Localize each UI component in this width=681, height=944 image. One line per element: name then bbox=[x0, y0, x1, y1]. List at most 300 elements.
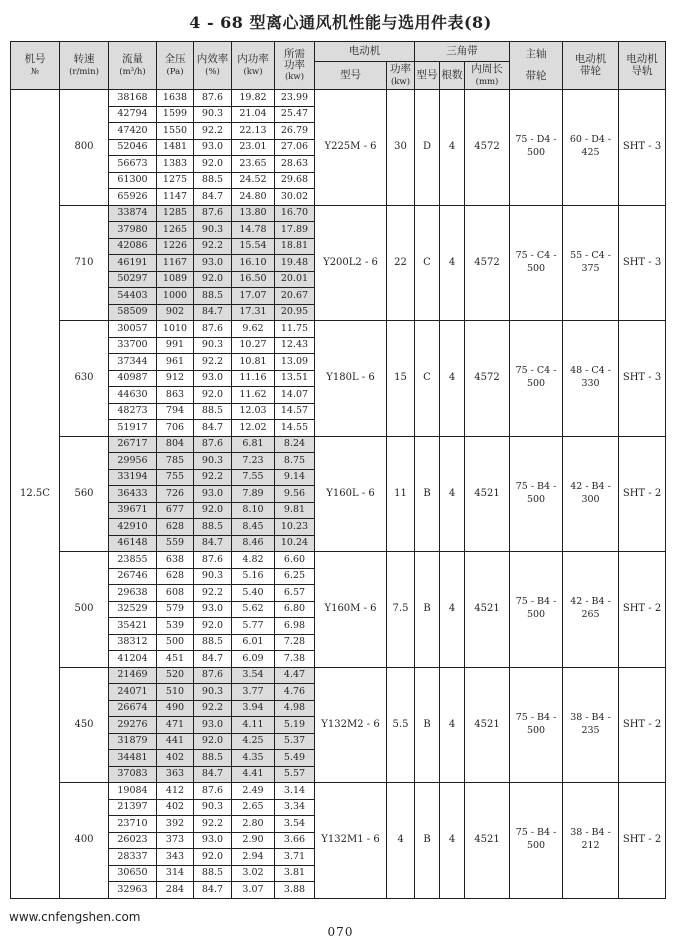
flow-value: 42086 bbox=[109, 238, 157, 255]
efficiency-value: 90.3 bbox=[194, 799, 232, 816]
pressure-value: 794 bbox=[157, 403, 194, 420]
motor-power-cell: 15 bbox=[387, 321, 415, 437]
page-number: 070 bbox=[327, 925, 354, 939]
header-motor-rail-label: 电动机 bbox=[626, 53, 658, 66]
required-power-value: 28.63 bbox=[275, 156, 315, 173]
header-required-power bbox=[275, 42, 315, 90]
efficiency-value: 87.6 bbox=[194, 205, 232, 222]
pressure-value: 314 bbox=[157, 865, 194, 882]
header-fan-no bbox=[11, 42, 60, 90]
efficiency-value: 93.0 bbox=[194, 717, 232, 734]
flow-value: 33874 bbox=[109, 205, 157, 222]
efficiency-value: 92.2 bbox=[194, 585, 232, 602]
efficiency-value: 87.6 bbox=[194, 321, 232, 338]
motor-pulley-cell: 48 - C4 - 330 bbox=[563, 321, 619, 437]
efficiency-value: 93.0 bbox=[194, 370, 232, 387]
efficiency-value: 90.3 bbox=[194, 684, 232, 701]
pressure-value: 1481 bbox=[157, 139, 194, 156]
pressure-value: 1226 bbox=[157, 238, 194, 255]
efficiency-value: 88.5 bbox=[194, 403, 232, 420]
motor-rail-cell: SHT - 3 bbox=[619, 321, 666, 437]
flow-value: 65926 bbox=[109, 189, 157, 206]
speed-cell: 400 bbox=[60, 783, 109, 899]
pressure-value: 451 bbox=[157, 651, 194, 668]
shaft-pulley-cell: 75 - D4 - 500 bbox=[510, 90, 563, 206]
pressure-value: 490 bbox=[157, 700, 194, 717]
table-row bbox=[11, 552, 666, 569]
required-power-value: 5.49 bbox=[275, 750, 315, 767]
efficiency-value: 84.7 bbox=[194, 766, 232, 783]
motor-model-cell: Y200L2 - 6 bbox=[315, 205, 387, 321]
flow-value: 33700 bbox=[109, 337, 157, 354]
internal-power-value: 6.81 bbox=[232, 436, 275, 453]
belt-count-cell: 4 bbox=[440, 90, 465, 206]
flow-value: 26717 bbox=[109, 436, 157, 453]
required-power-value: 13.51 bbox=[275, 370, 315, 387]
table-body bbox=[11, 90, 666, 899]
internal-power-value: 5.77 bbox=[232, 618, 275, 635]
motor-pulley-cell: 42 - B4 - 265 bbox=[563, 552, 619, 668]
required-power-value: 7.28 bbox=[275, 634, 315, 651]
shaft-pulley-cell: 75 - C4 - 500 bbox=[510, 321, 563, 437]
required-power-value: 7.38 bbox=[275, 651, 315, 668]
flow-value: 44630 bbox=[109, 387, 157, 404]
internal-power-value: 2.90 bbox=[232, 832, 275, 849]
required-power-value: 27.06 bbox=[275, 139, 315, 156]
header-efficiency-unit: (%) bbox=[205, 66, 220, 77]
table-row bbox=[11, 90, 666, 107]
required-power-value: 14.07 bbox=[275, 387, 315, 404]
flow-value: 29638 bbox=[109, 585, 157, 602]
belt-count-cell: 4 bbox=[440, 783, 465, 899]
shaft-pulley-cell: 75 - B4 - 500 bbox=[510, 552, 563, 668]
motor-model-cell: Y160L - 6 bbox=[315, 436, 387, 552]
pressure-value: 363 bbox=[157, 766, 194, 783]
efficiency-value: 92.2 bbox=[194, 354, 232, 371]
efficiency-value: 92.2 bbox=[194, 469, 232, 486]
internal-power-value: 2.65 bbox=[232, 799, 275, 816]
header-motor-power bbox=[387, 62, 415, 90]
flow-value: 21469 bbox=[109, 667, 157, 684]
required-power-value: 3.14 bbox=[275, 783, 315, 800]
efficiency-value: 90.3 bbox=[194, 106, 232, 123]
internal-power-value: 3.94 bbox=[232, 700, 275, 717]
speed-cell: 500 bbox=[60, 552, 109, 668]
motor-model-cell: Y132M2 - 6 bbox=[315, 667, 387, 783]
pressure-value: 1265 bbox=[157, 222, 194, 239]
pressure-value: 638 bbox=[157, 552, 194, 569]
shaft-pulley-cell: 75 - C4 - 500 bbox=[510, 205, 563, 321]
efficiency-value: 90.3 bbox=[194, 222, 232, 239]
flow-value: 30057 bbox=[109, 321, 157, 338]
flow-value: 37344 bbox=[109, 354, 157, 371]
pressure-value: 628 bbox=[157, 568, 194, 585]
pressure-value: 284 bbox=[157, 882, 194, 899]
pressure-value: 628 bbox=[157, 519, 194, 536]
header-internal-power-unit: (kw) bbox=[243, 66, 263, 77]
belt-count-cell: 4 bbox=[440, 667, 465, 783]
internal-power-value: 2.80 bbox=[232, 816, 275, 833]
belt-length-cell: 4572 bbox=[465, 205, 510, 321]
efficiency-value: 93.0 bbox=[194, 139, 232, 156]
efficiency-value: 93.0 bbox=[194, 832, 232, 849]
page-title: 4 - 68 型离心通风机性能与选用件表(8) bbox=[189, 13, 492, 32]
header-fan-no-unit: № bbox=[30, 66, 40, 77]
required-power-value: 3.81 bbox=[275, 865, 315, 882]
belt-count-cell: 4 bbox=[440, 552, 465, 668]
required-power-value: 6.60 bbox=[275, 552, 315, 569]
efficiency-value: 93.0 bbox=[194, 255, 232, 272]
pressure-value: 1599 bbox=[157, 106, 194, 123]
motor-model-cell: Y132M1 - 6 bbox=[315, 783, 387, 899]
motor-power-cell: 30 bbox=[387, 90, 415, 206]
speed-cell: 450 bbox=[60, 667, 109, 783]
flow-value: 23710 bbox=[109, 816, 157, 833]
belt-length-cell: 4572 bbox=[465, 90, 510, 206]
flow-value: 41204 bbox=[109, 651, 157, 668]
header-motor: 电动机 bbox=[315, 42, 415, 62]
required-power-value: 25.47 bbox=[275, 106, 315, 123]
required-power-value: 19.48 bbox=[275, 255, 315, 272]
belt-length-cell: 4521 bbox=[465, 436, 510, 552]
motor-pulley-cell: 60 - D4 - 425 bbox=[563, 90, 619, 206]
header-motor-pulley-label2: 带轮 bbox=[580, 64, 602, 77]
flow-value: 38312 bbox=[109, 634, 157, 651]
belt-length-cell: 4521 bbox=[465, 552, 510, 668]
table-row bbox=[11, 667, 666, 684]
belt-length-cell: 4572 bbox=[465, 321, 510, 437]
required-power-value: 16.70 bbox=[275, 205, 315, 222]
motor-power-cell: 4 bbox=[387, 783, 415, 899]
header-internal-power bbox=[232, 42, 275, 90]
internal-power-value: 2.49 bbox=[232, 783, 275, 800]
motor-power-cell: 7.5 bbox=[387, 552, 415, 668]
header-pressure-unit: (Pa) bbox=[166, 66, 184, 77]
internal-power-value: 8.46 bbox=[232, 535, 275, 552]
internal-power-value: 6.09 bbox=[232, 651, 275, 668]
header-flow-unit: (m³/h) bbox=[119, 66, 146, 77]
pressure-value: 520 bbox=[157, 667, 194, 684]
internal-power-value: 23.01 bbox=[232, 139, 275, 156]
required-power-value: 11.75 bbox=[275, 321, 315, 338]
internal-power-value: 5.62 bbox=[232, 601, 275, 618]
required-power-value: 3.54 bbox=[275, 816, 315, 833]
header-speed-label: 转速 bbox=[73, 53, 95, 66]
internal-power-value: 11.16 bbox=[232, 370, 275, 387]
pressure-value: 863 bbox=[157, 387, 194, 404]
pressure-value: 441 bbox=[157, 733, 194, 750]
internal-power-value: 10.27 bbox=[232, 337, 275, 354]
pressure-value: 402 bbox=[157, 799, 194, 816]
header-belt-length bbox=[465, 62, 510, 90]
header-internal-power-label: 内功率 bbox=[237, 53, 269, 66]
internal-power-value: 22.13 bbox=[232, 123, 275, 140]
flow-value: 29956 bbox=[109, 453, 157, 470]
footer-url: www.cnfengshen.com bbox=[9, 910, 141, 924]
required-power-value: 6.98 bbox=[275, 618, 315, 635]
header-shaft-pulley bbox=[510, 42, 563, 90]
motor-rail-cell: SHT - 2 bbox=[619, 783, 666, 899]
required-power-value: 8.24 bbox=[275, 436, 315, 453]
efficiency-value: 92.0 bbox=[194, 618, 232, 635]
flow-value: 40987 bbox=[109, 370, 157, 387]
efficiency-value: 90.3 bbox=[194, 337, 232, 354]
efficiency-value: 92.0 bbox=[194, 733, 232, 750]
header-motor-pulley-label: 电动机 bbox=[574, 53, 607, 66]
flow-value: 42910 bbox=[109, 519, 157, 536]
flow-value: 51917 bbox=[109, 420, 157, 437]
shaft-pulley-cell: 75 - B4 - 500 bbox=[510, 783, 563, 899]
pressure-value: 1383 bbox=[157, 156, 194, 173]
internal-power-value: 9.62 bbox=[232, 321, 275, 338]
internal-power-value: 21.04 bbox=[232, 106, 275, 123]
pressure-value: 608 bbox=[157, 585, 194, 602]
speed-cell: 630 bbox=[60, 321, 109, 437]
flow-value: 47420 bbox=[109, 123, 157, 140]
required-power-value: 13.09 bbox=[275, 354, 315, 371]
pressure-value: 510 bbox=[157, 684, 194, 701]
pressure-value: 1167 bbox=[157, 255, 194, 272]
efficiency-value: 93.0 bbox=[194, 486, 232, 503]
efficiency-value: 84.7 bbox=[194, 420, 232, 437]
pressure-value: 902 bbox=[157, 304, 194, 321]
efficiency-value: 92.0 bbox=[194, 387, 232, 404]
internal-power-value: 19.82 bbox=[232, 90, 275, 107]
motor-model-cell: Y180L - 6 bbox=[315, 321, 387, 437]
speed-cell: 800 bbox=[60, 90, 109, 206]
belt-model-cell: B bbox=[415, 667, 440, 783]
internal-power-value: 17.31 bbox=[232, 304, 275, 321]
motor-pulley-cell: 38 - B4 - 235 bbox=[563, 667, 619, 783]
internal-power-value: 4.35 bbox=[232, 750, 275, 767]
efficiency-value: 88.5 bbox=[194, 172, 232, 189]
flow-value: 42794 bbox=[109, 106, 157, 123]
internal-power-value: 24.80 bbox=[232, 189, 275, 206]
internal-power-value: 3.54 bbox=[232, 667, 275, 684]
flow-value: 29276 bbox=[109, 717, 157, 734]
shaft-pulley-cell: 75 - B4 - 500 bbox=[510, 436, 563, 552]
required-power-value: 17.89 bbox=[275, 222, 315, 239]
header-fan-no-label: 机号 bbox=[24, 53, 46, 66]
pressure-value: 1147 bbox=[157, 189, 194, 206]
belt-length-cell: 4521 bbox=[465, 783, 510, 899]
required-power-value: 18.81 bbox=[275, 238, 315, 255]
motor-rail-cell: SHT - 2 bbox=[619, 667, 666, 783]
flow-value: 26746 bbox=[109, 568, 157, 585]
pressure-value: 392 bbox=[157, 816, 194, 833]
flow-value: 39671 bbox=[109, 502, 157, 519]
efficiency-value: 90.3 bbox=[194, 453, 232, 470]
pressure-value: 1285 bbox=[157, 205, 194, 222]
flow-value: 46191 bbox=[109, 255, 157, 272]
efficiency-value: 92.2 bbox=[194, 700, 232, 717]
efficiency-value: 88.5 bbox=[194, 865, 232, 882]
belt-model-cell: C bbox=[415, 321, 440, 437]
required-power-value: 3.34 bbox=[275, 799, 315, 816]
required-power-value: 26.79 bbox=[275, 123, 315, 140]
table-header bbox=[11, 42, 666, 90]
required-power-value: 5.57 bbox=[275, 766, 315, 783]
efficiency-value: 93.0 bbox=[194, 601, 232, 618]
required-power-value: 4.47 bbox=[275, 667, 315, 684]
efficiency-value: 90.3 bbox=[194, 568, 232, 585]
pressure-value: 1638 bbox=[157, 90, 194, 107]
required-power-value: 3.88 bbox=[275, 882, 315, 899]
efficiency-value: 84.7 bbox=[194, 189, 232, 206]
internal-power-value: 3.77 bbox=[232, 684, 275, 701]
belt-length-cell: 4521 bbox=[465, 667, 510, 783]
header-required-power-unit: (kw) bbox=[284, 72, 305, 82]
header-flow-label: 流量 bbox=[122, 53, 143, 66]
pressure-value: 1010 bbox=[157, 321, 194, 338]
pressure-value: 961 bbox=[157, 354, 194, 371]
internal-power-value: 5.40 bbox=[232, 585, 275, 602]
internal-power-value: 10.81 bbox=[232, 354, 275, 371]
internal-power-value: 4.11 bbox=[232, 717, 275, 734]
table-row bbox=[11, 205, 666, 222]
efficiency-value: 88.5 bbox=[194, 519, 232, 536]
efficiency-value: 88.5 bbox=[194, 288, 232, 305]
header-belt-model: 型号 bbox=[415, 62, 440, 90]
efficiency-value: 92.2 bbox=[194, 123, 232, 140]
motor-power-cell: 5.5 bbox=[387, 667, 415, 783]
flow-value: 26023 bbox=[109, 832, 157, 849]
internal-power-value: 16.10 bbox=[232, 255, 275, 272]
flow-value: 37980 bbox=[109, 222, 157, 239]
required-power-value: 12.43 bbox=[275, 337, 315, 354]
internal-power-value: 7.23 bbox=[232, 453, 275, 470]
pressure-value: 706 bbox=[157, 420, 194, 437]
table-row bbox=[11, 783, 666, 800]
internal-power-value: 24.52 bbox=[232, 172, 275, 189]
motor-power-cell: 22 bbox=[387, 205, 415, 321]
required-power-value: 20.01 bbox=[275, 271, 315, 288]
pressure-value: 500 bbox=[157, 634, 194, 651]
pressure-value: 579 bbox=[157, 601, 194, 618]
internal-power-value: 14.78 bbox=[232, 222, 275, 239]
flow-value: 35421 bbox=[109, 618, 157, 635]
motor-model-cell: Y225M - 6 bbox=[315, 90, 387, 206]
flow-value: 34481 bbox=[109, 750, 157, 767]
required-power-value: 10.24 bbox=[275, 535, 315, 552]
flow-value: 61300 bbox=[109, 172, 157, 189]
internal-power-value: 4.25 bbox=[232, 733, 275, 750]
motor-power-cell: 11 bbox=[387, 436, 415, 552]
header-efficiency bbox=[194, 42, 232, 90]
shaft-pulley-cell: 75 - B4 - 500 bbox=[510, 667, 563, 783]
internal-power-value: 11.62 bbox=[232, 387, 275, 404]
required-power-value: 6.25 bbox=[275, 568, 315, 585]
speed-cell: 710 bbox=[60, 205, 109, 321]
header-motor-power-label: 功率 bbox=[390, 63, 411, 76]
internal-power-value: 7.89 bbox=[232, 486, 275, 503]
header-belt-length-label: 内周长 bbox=[471, 63, 503, 76]
required-power-value: 20.95 bbox=[275, 304, 315, 321]
efficiency-value: 87.6 bbox=[194, 90, 232, 107]
flow-value: 33194 bbox=[109, 469, 157, 486]
flow-value: 28337 bbox=[109, 849, 157, 866]
flow-value: 31879 bbox=[109, 733, 157, 750]
required-power-value: 4.76 bbox=[275, 684, 315, 701]
efficiency-value: 92.0 bbox=[194, 271, 232, 288]
header-motor-power-unit: (kw) bbox=[390, 76, 411, 87]
header-motor-pulley bbox=[563, 42, 619, 90]
header-efficiency-label: 内效率 bbox=[196, 53, 229, 66]
internal-power-value: 3.02 bbox=[232, 865, 275, 882]
motor-pulley-cell: 42 - B4 - 300 bbox=[563, 436, 619, 552]
flow-value: 21397 bbox=[109, 799, 157, 816]
header-vbelt: 三角带 bbox=[415, 42, 510, 62]
required-power-value: 8.75 bbox=[275, 453, 315, 470]
efficiency-value: 92.2 bbox=[194, 238, 232, 255]
internal-power-value: 3.07 bbox=[232, 882, 275, 899]
internal-power-value: 17.07 bbox=[232, 288, 275, 305]
header-motor-model: 型号 bbox=[315, 62, 387, 90]
efficiency-value: 87.6 bbox=[194, 667, 232, 684]
header-required-power-label2: 功率 bbox=[284, 58, 305, 71]
efficiency-value: 84.7 bbox=[194, 304, 232, 321]
required-power-value: 9.14 bbox=[275, 469, 315, 486]
efficiency-value: 84.7 bbox=[194, 535, 232, 552]
motor-pulley-cell: 38 - B4 - 212 bbox=[563, 783, 619, 899]
flow-value: 52046 bbox=[109, 139, 157, 156]
efficiency-value: 92.0 bbox=[194, 849, 232, 866]
flow-value: 58509 bbox=[109, 304, 157, 321]
pressure-value: 1089 bbox=[157, 271, 194, 288]
belt-model-cell: B bbox=[415, 552, 440, 668]
flow-value: 38168 bbox=[109, 90, 157, 107]
flow-value: 30650 bbox=[109, 865, 157, 882]
belt-count-cell: 4 bbox=[440, 436, 465, 552]
flow-value: 19084 bbox=[109, 783, 157, 800]
flow-value: 50297 bbox=[109, 271, 157, 288]
header-required-power-label: 所需 bbox=[284, 47, 305, 60]
motor-rail-cell: SHT - 3 bbox=[619, 90, 666, 206]
header-speed bbox=[60, 42, 109, 90]
flow-value: 32963 bbox=[109, 882, 157, 899]
required-power-value: 20.67 bbox=[275, 288, 315, 305]
flow-value: 36433 bbox=[109, 486, 157, 503]
required-power-value: 3.71 bbox=[275, 849, 315, 866]
pressure-value: 1275 bbox=[157, 172, 194, 189]
pressure-value: 471 bbox=[157, 717, 194, 734]
table-row bbox=[11, 436, 666, 453]
internal-power-value: 6.01 bbox=[232, 634, 275, 651]
internal-power-value: 8.10 bbox=[232, 502, 275, 519]
flow-value: 23855 bbox=[109, 552, 157, 569]
efficiency-value: 84.7 bbox=[194, 882, 232, 899]
fan-no-cell: 12.5C bbox=[11, 90, 60, 899]
pressure-value: 785 bbox=[157, 453, 194, 470]
motor-rail-cell: SHT - 2 bbox=[619, 436, 666, 552]
internal-power-value: 5.16 bbox=[232, 568, 275, 585]
header-motor-rail-label2: 导轨 bbox=[631, 64, 653, 77]
pressure-value: 559 bbox=[157, 535, 194, 552]
flow-value: 46148 bbox=[109, 535, 157, 552]
internal-power-value: 4.41 bbox=[232, 766, 275, 783]
required-power-value: 10.23 bbox=[275, 519, 315, 536]
internal-power-value: 13.80 bbox=[232, 205, 275, 222]
header-motor-rail bbox=[619, 42, 666, 90]
header-pressure bbox=[157, 42, 194, 90]
flow-value: 32529 bbox=[109, 601, 157, 618]
required-power-value: 29.68 bbox=[275, 172, 315, 189]
efficiency-value: 92.0 bbox=[194, 156, 232, 173]
belt-model-cell: C bbox=[415, 205, 440, 321]
efficiency-value: 92.0 bbox=[194, 502, 232, 519]
flow-value: 24071 bbox=[109, 684, 157, 701]
efficiency-value: 88.5 bbox=[194, 750, 232, 767]
